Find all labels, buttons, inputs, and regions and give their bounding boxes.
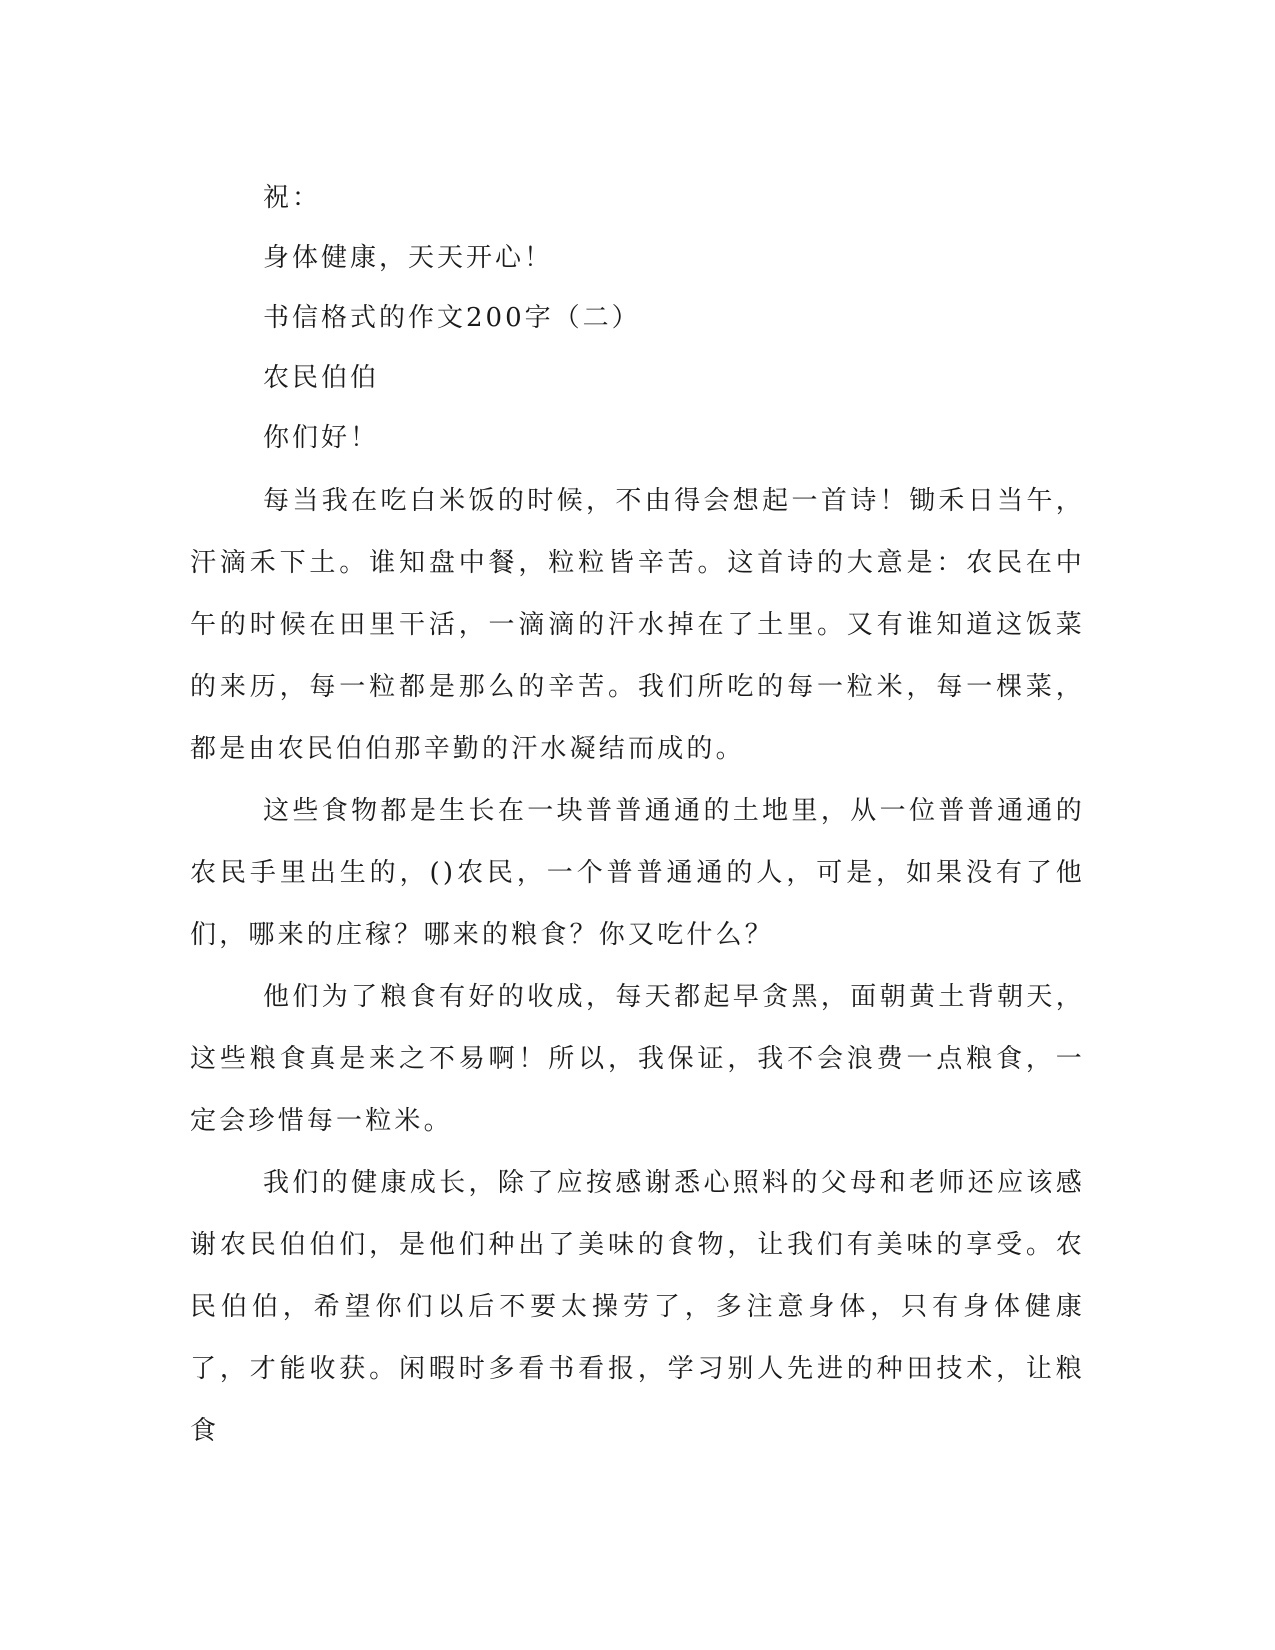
body-paragraph: 每当我在吃白米饭的时候，不由得会想起一首诗！锄禾日当午，汗滴禾下土。谁知盘中餐，粒粒皆辛苦。这首诗的大意是：农民在中午的时候在田里干活，一滴滴的汗水掉在了土里。又有谁知道这饭菜的来历，每一粒都是那么的辛苦。我们所吃的每一粒米，每一棵菜，都是由农民伯伯那辛勤的汗水凝结而成的。 xyxy=(190,486,1085,764)
closing-salutation: 祝： xyxy=(263,183,322,213)
letter-greeting: 你们好！ xyxy=(263,423,380,453)
body-paragraph: 这些食物都是生长在一块普普通通的土地里，从一位普普通通的农民手里出生的，()农民，一个普普通通的人，可是，如果没有了他们，哪来的庄稼？哪来的粮食？你又吃什么？ xyxy=(190,796,1085,950)
body-paragraph: 我们的健康成长，除了应按感谢悉心照料的父母和老师还应该感谢农民伯伯们，是他们种出了美味的食物，让我们有美味的享受。农民伯伯，希望你们以后不要太操劳了，多注意身体，只有身体健康了，才能收获。闲暇时多看书看报，学习别人先进的种田技术，让粮食 xyxy=(190,1168,1085,1446)
letter-recipient: 农民伯伯 xyxy=(263,363,380,393)
body-paragraph: 他们为了粮食有好的收成，每天都起早贪黑，面朝黄土背朝天，这些粮食真是来之不易啊！所以，我保证，我不会浪费一点粮食，一定会珍惜每一粒米。 xyxy=(190,982,1085,1136)
essay-title: 书信格式的作文200字（二） xyxy=(263,303,641,333)
closing-wish: 身体健康，天天开心！ xyxy=(263,243,554,273)
document-body xyxy=(190,168,1085,1462)
